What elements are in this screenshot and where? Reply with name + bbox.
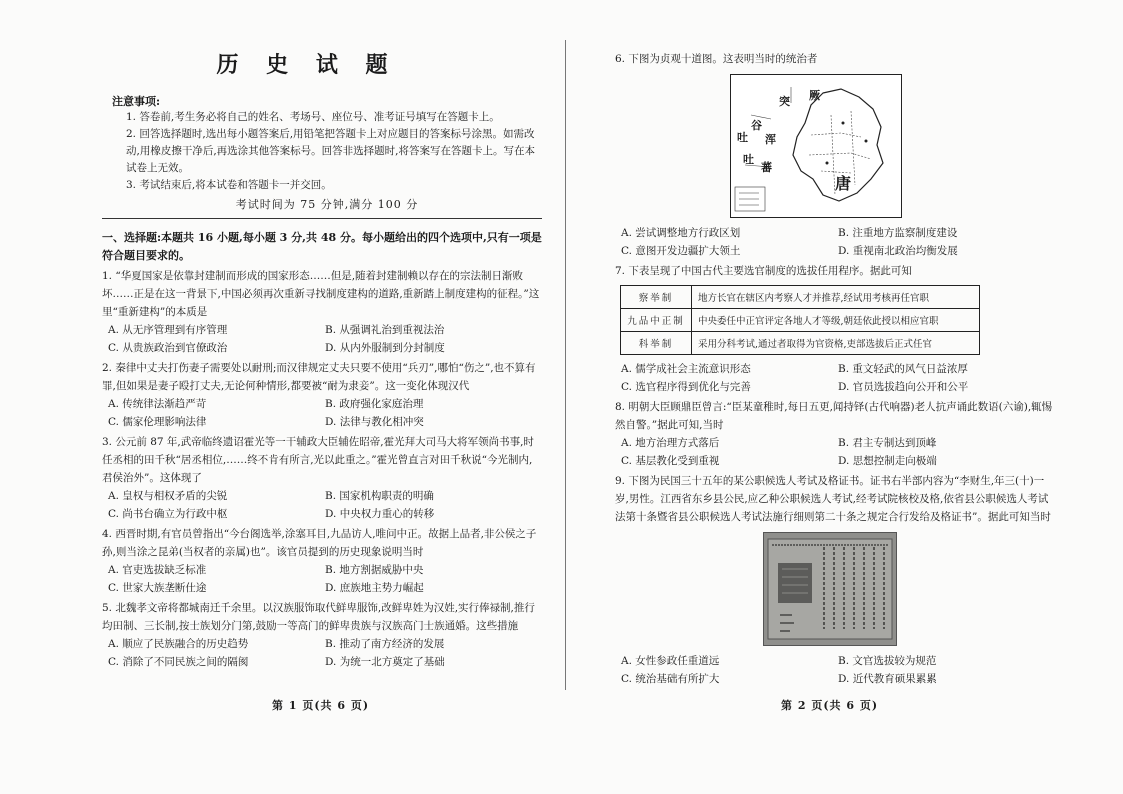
notice-item: 1. 答卷前,考生务必将自己的姓名、考场号、座位号、准考证号填写在答题卡上。 xyxy=(126,111,500,123)
option: D. 为统一北方奠定了基础 xyxy=(325,656,445,668)
selection-system-table xyxy=(620,285,980,355)
page-2 xyxy=(585,30,1055,712)
table-row xyxy=(621,332,980,355)
option: D. 官员选拔趋向公开和公平 xyxy=(838,381,969,393)
question-stem: 8. 明朝大臣顾鼎臣曾言:“臣某童稚时,每日五更,闻持铎(古代响器)老人抗声诵此数语(六谕),辄惕然自警。”据此可知,当时 xyxy=(615,401,1053,431)
question-stem: 2. 秦律中丈夫打伤妻子需要处以耐刑;而汉律规定丈夫只要不使用“兵刃”,哪怕“伤之”,也不算有罪,但如果是妻子殴打丈夫,无论何种情形,都要被“耐为隶妾”。这一变化体现汉代 xyxy=(102,362,536,392)
option: B. 国家机构职责的明确 xyxy=(325,490,434,502)
question-stem: 7. 下表呈现了中国古代主要选官制度的选拔任用程序。据此可知 xyxy=(615,265,912,277)
option: C. 世家大族垄断仕途 xyxy=(108,582,207,594)
notice-item: 2. 回答选择题时,选出每小题答案后,用铅笔把答题卡上对应题目的答案标号涂黑。如需改动,用橡皮擦干净后,再选涂其他答案标号。回答非选择题时,将答案写在答题卡上。写在本试卷上无效。 xyxy=(126,128,536,174)
tang-ten-circuits-map xyxy=(730,74,902,218)
section-heading: 一、选择题:本题共 16 小题,每小题 3 分,共 48 分。每小题给出的四个选项中,只有一项是符合题目要求的。 xyxy=(102,231,542,262)
certificate-image xyxy=(764,533,896,645)
divider-rule xyxy=(102,218,542,219)
option: D. 重视南北政治均衡发展 xyxy=(838,245,958,257)
option: D. 从内外服制到分封制度 xyxy=(325,342,445,354)
exam-info: 考试时间为 75 分钟,满分 100 分 xyxy=(235,198,419,211)
map-label: 突 xyxy=(779,95,790,108)
notice-heading: 注意事项: xyxy=(112,95,161,108)
page-title: 历 史 试 题 xyxy=(216,52,398,78)
map-label: 浑 xyxy=(765,133,776,146)
question-options xyxy=(108,635,542,671)
certificate-photo xyxy=(763,532,897,646)
option: B. 重文轻武的风气日益浓厚 xyxy=(838,363,968,375)
option: C. 从贵族政治到官僚政治 xyxy=(108,342,228,354)
option: B. 文官选拔较为规范 xyxy=(838,655,937,667)
option: C. 选官程序得到优化与完善 xyxy=(621,381,751,393)
option: A. 官吏选拔缺乏标准 xyxy=(108,564,207,576)
question-options xyxy=(108,321,542,357)
option: C. 消除了不同民族之间的隔阂 xyxy=(108,656,249,668)
question-stem: 6. 下图为贞观十道图。这表明当时的统治者 xyxy=(615,53,818,65)
option: C. 意图开发边疆扩大领土 xyxy=(621,245,741,257)
table-row xyxy=(621,309,980,332)
page-footer: 第 1 页(共 6 页) xyxy=(272,699,370,712)
table-cell: 采用分科考试,通过者取得为官资格,吏部选拔后正式任官 xyxy=(692,332,980,355)
table-row xyxy=(621,286,980,309)
option: B. 注重地方监察制度建设 xyxy=(838,227,958,239)
option: A. 尝试调整地方行政区划 xyxy=(621,227,741,239)
notice-item: 3. 考试结束后,将本试卷和答题卡一并交回。 xyxy=(126,179,332,191)
option: C. 基层教化受到重视 xyxy=(621,455,720,467)
question-stem: 3. 公元前 87 年,武帝临终遗诏霍光等一干辅政大臣辅佐昭帝,霍光拜大司马大将军领尚书事,时任丞相的田千秋“居丞相位,……终不肯有所言,光以此重之。”霍光曾直言对田千秋说“今光制内,君侯治外”。这体现了 xyxy=(102,436,534,484)
question-options xyxy=(621,224,1055,260)
option: D. 法律与教化相冲突 xyxy=(325,416,424,428)
question-options xyxy=(621,652,1055,688)
map-label: 蕃 xyxy=(761,161,772,174)
option: A. 儒学成社会主流意识形态 xyxy=(621,363,751,375)
option: A. 地方治理方式落后 xyxy=(621,437,720,449)
table-cell: 九品中正制 xyxy=(621,309,692,332)
map-label: 谷 xyxy=(751,119,762,132)
page-1 xyxy=(72,30,542,712)
option: B. 地方割据威胁中央 xyxy=(325,564,424,576)
question-stem: 4. 西晋时期,有官员曾指出“今台阁选举,涂塞耳目,九品访人,唯问中正。故据上品者,非公侯之子孙,则当涂之昆弟(当权者的亲属)也”。该官员提到的历史现象说明当时 xyxy=(102,528,537,558)
option: D. 庶族地主势力崛起 xyxy=(325,582,424,594)
map-label: 厥 xyxy=(809,89,820,102)
option: A. 顺应了民族融合的历史趋势 xyxy=(108,638,249,650)
option: D. 近代教育硕果累累 xyxy=(838,673,937,685)
option: B. 推动了南方经济的发展 xyxy=(325,638,445,650)
question-options xyxy=(621,434,1055,470)
option: C. 统治基础有所扩大 xyxy=(621,673,720,685)
option: A. 皇权与相权矛盾的尖锐 xyxy=(108,490,228,502)
page-footer: 第 2 页(共 6 页) xyxy=(781,699,879,712)
question-options xyxy=(108,487,542,523)
option: D. 中央权力重心的转移 xyxy=(325,508,435,520)
option: B. 从强调礼治到重视法治 xyxy=(325,324,445,336)
option: A. 女性参政任重道远 xyxy=(621,655,720,667)
map-label: 唐 xyxy=(835,174,852,193)
table-cell: 科举制 xyxy=(621,332,692,355)
option: C. 儒家伦理影响法律 xyxy=(108,416,207,428)
question-stem: 1. “华夏国家是依靠封建制而形成的国家形态……但是,随着封建制赖以存在的宗法制日渐败坏……正是在这一背景下,中国必须再次重新寻找制度建构的道路,重新踏上制度建构的征程。”这里“重新建构”的本质是 xyxy=(102,270,540,318)
question-stem: 9. 下图为民国三十五年的某公职候选人考试及格证书。证书右半部内容为“李财生,年三(十)一岁,男性。江西省东乡县公民,应乙种公职候选人考试,经考试院核校及格,依省县公职候选人考试法第十条暨省县公职候选人考试法施行细则第二十条之规定合行发给及格证书”。据此可知当时 xyxy=(615,475,1051,523)
map-label: 吐 xyxy=(743,153,754,166)
option: A. 传统律法渐趋严苛 xyxy=(108,398,207,410)
map-label: 吐 xyxy=(737,131,748,144)
table-cell: 中央委任中正官评定各地人才等级,朝廷依此授以相应官职 xyxy=(692,309,980,332)
option: A. 从无序管理到有序管理 xyxy=(108,324,228,336)
question-stem: 5. 北魏孝文帝将都城南迁千余里。以汉族服饰取代鲜卑服饰,改鲜卑姓为汉姓,实行俸禄制,推行均田制、三长制,按士族划分门第,鼓励一等高门的鲜卑贵族与汉族高门士族通婚。这些措施 xyxy=(102,602,535,632)
question-options xyxy=(108,395,542,431)
option: C. 尚书台确立为行政中枢 xyxy=(108,508,228,520)
option: B. 君主专制达到顶峰 xyxy=(838,437,937,449)
page-divider xyxy=(565,40,566,690)
table-cell: 察举制 xyxy=(621,286,692,309)
question-options xyxy=(108,561,542,597)
option: D. 思想控制走向极端 xyxy=(838,455,937,467)
question-options xyxy=(621,360,1055,396)
table-cell: 地方长官在辖区内考察人才并推荐,经试用考核再任官职 xyxy=(692,286,980,309)
option: B. 政府强化家庭治理 xyxy=(325,398,424,410)
